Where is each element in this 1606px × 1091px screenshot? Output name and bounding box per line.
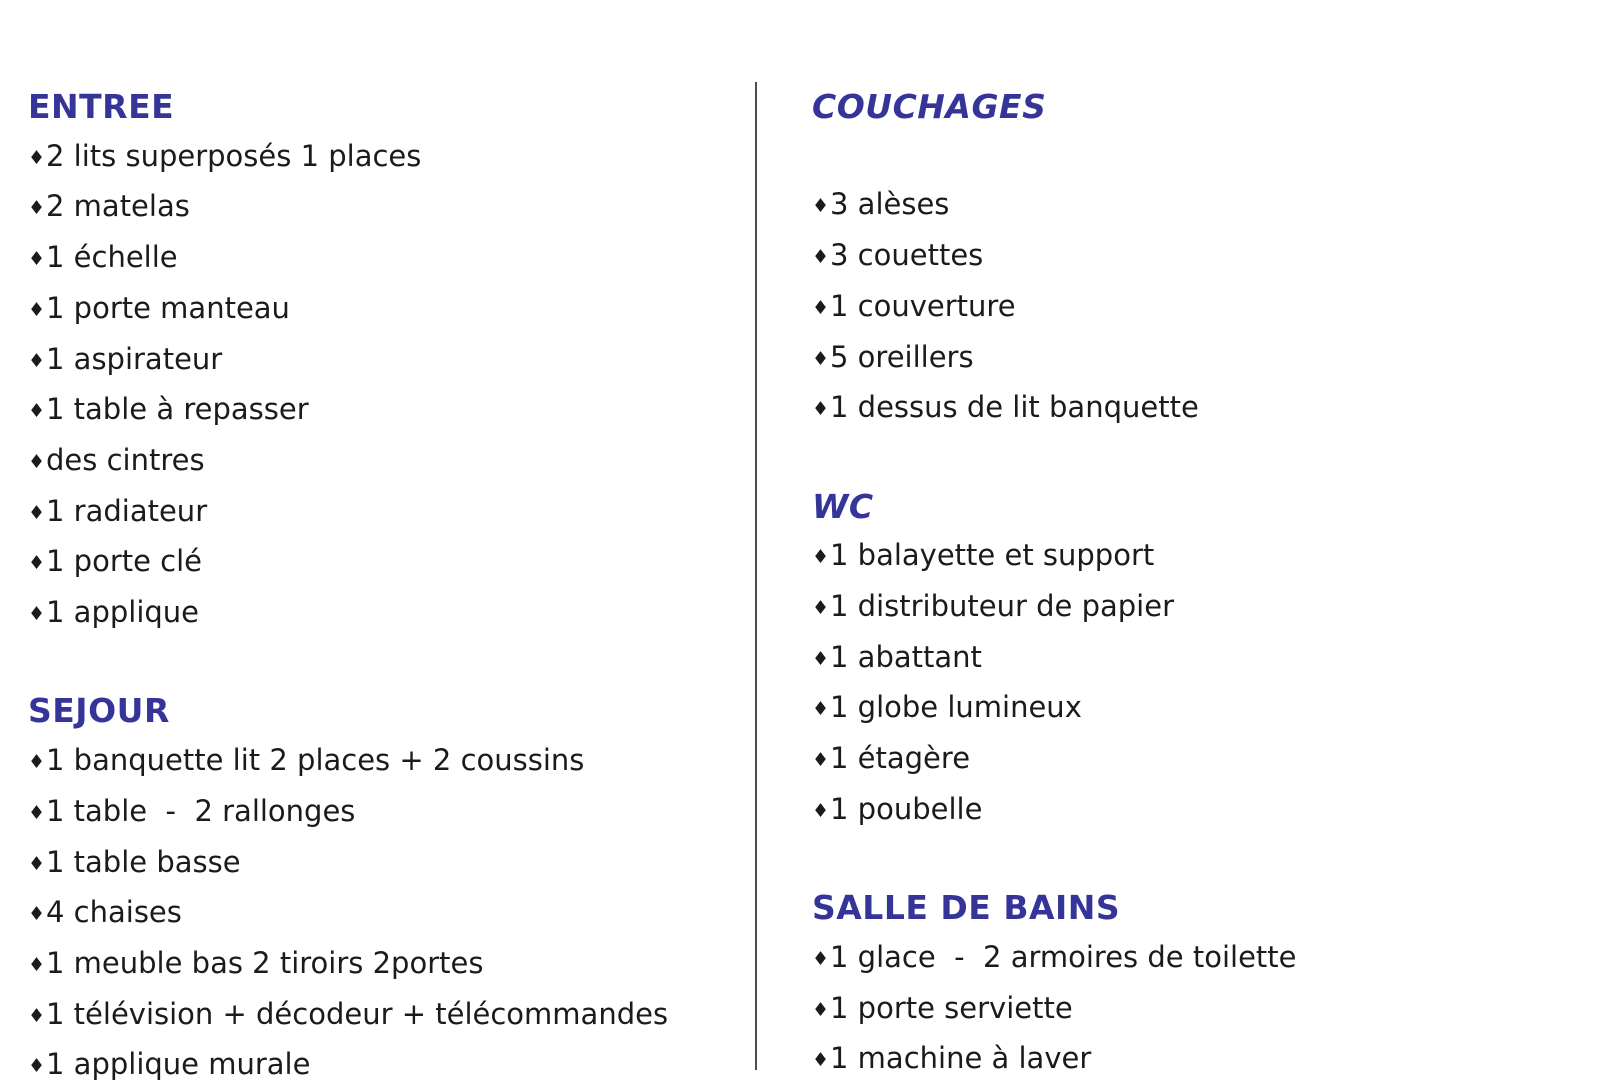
list-item xyxy=(28,838,738,889)
section-title-wc: WC xyxy=(812,486,874,526)
column-divider-rule xyxy=(755,82,757,1070)
item-label: 1 aspirateur xyxy=(46,341,223,376)
item-label: 1 télévision + décodeur + télécommandes xyxy=(46,996,669,1031)
diamond-bullet-icon: ♦ xyxy=(28,852,46,875)
list-item xyxy=(812,785,1582,836)
right-column xyxy=(812,83,1582,1085)
salle-de-bains-item-list xyxy=(812,933,1582,1085)
diamond-bullet-icon: ♦ xyxy=(812,347,830,370)
diamond-bullet-icon: ♦ xyxy=(812,546,830,569)
list-item xyxy=(28,736,738,787)
item-label: 1 abattant xyxy=(830,639,982,674)
diamond-bullet-icon: ♦ xyxy=(28,146,46,169)
list-item xyxy=(812,231,1582,282)
item-label: 1 distributeur de papier xyxy=(830,589,1174,623)
section-wc xyxy=(812,483,1582,836)
wc-item-list xyxy=(812,531,1582,835)
sejour-item-list xyxy=(28,736,738,1091)
list-item xyxy=(28,335,738,386)
list-item xyxy=(812,383,1582,434)
item-label: 1 table - 2 rallonges xyxy=(46,793,356,828)
list-item xyxy=(28,284,738,335)
list-item xyxy=(28,487,738,538)
item-label: 1 applique murale xyxy=(46,1047,311,1082)
list-item xyxy=(812,984,1582,1035)
section-title-salle-de-bains: SALLE DE BAINS xyxy=(812,888,1121,928)
list-item xyxy=(812,734,1582,785)
list-item xyxy=(28,588,738,639)
item-label: 1 étagère xyxy=(830,741,971,776)
left-column xyxy=(28,83,738,1091)
diamond-bullet-icon: ♦ xyxy=(28,248,46,271)
list-item xyxy=(28,436,738,487)
item-label: 1 porte manteau xyxy=(46,290,290,325)
diamond-bullet-icon: ♦ xyxy=(812,398,830,421)
diamond-bullet-icon: ♦ xyxy=(812,947,830,970)
item-label: 5 oreillers xyxy=(830,339,974,374)
section-couchages xyxy=(812,83,1582,434)
diamond-bullet-icon: ♦ xyxy=(812,749,830,772)
diamond-bullet-icon: ♦ xyxy=(28,552,46,575)
diamond-bullet-icon: ♦ xyxy=(812,296,830,319)
item-label: 2 lits superposés 1 places xyxy=(46,138,422,173)
item-label: 1 balayette et support xyxy=(830,538,1155,573)
item-label: 1 globe lumineux xyxy=(830,690,1082,725)
item-label: 1 dessus de lit banquette xyxy=(830,390,1199,425)
diamond-bullet-icon: ♦ xyxy=(812,647,830,670)
section-title-sejour: SEJOUR xyxy=(28,691,170,731)
item-label: 1 porte clé xyxy=(46,544,203,579)
list-item xyxy=(28,385,738,436)
list-item xyxy=(28,888,738,939)
diamond-bullet-icon: ♦ xyxy=(28,1055,46,1078)
diamond-bullet-icon: ♦ xyxy=(812,597,830,619)
diamond-bullet-icon: ♦ xyxy=(812,698,830,721)
diamond-bullet-icon: ♦ xyxy=(28,751,46,774)
list-item xyxy=(28,233,738,284)
item-label: 1 table à repasser xyxy=(46,392,309,427)
item-label: 1 banquette lit 2 places + 2 coussins xyxy=(46,743,585,778)
section-sejour xyxy=(28,687,738,1091)
diamond-bullet-icon: ♦ xyxy=(28,953,46,976)
item-label: des cintres xyxy=(46,442,205,477)
list-item xyxy=(812,1034,1582,1085)
item-label: 1 applique xyxy=(46,595,200,630)
item-label: 4 chaises xyxy=(46,895,182,930)
item-label: 1 porte serviette xyxy=(830,990,1073,1025)
diamond-bullet-icon: ♦ xyxy=(28,603,46,626)
item-label: 2 matelas xyxy=(46,189,190,224)
diamond-bullet-icon: ♦ xyxy=(28,1004,46,1027)
list-item xyxy=(812,282,1582,333)
section-entree xyxy=(28,83,738,639)
diamond-bullet-icon: ♦ xyxy=(28,298,46,321)
diamond-bullet-icon: ♦ xyxy=(28,450,46,473)
list-item xyxy=(812,333,1582,384)
section-title-couchages: COUCHAGES xyxy=(812,87,1047,126)
item-label: 1 meuble bas 2 tiroirs 2portes xyxy=(46,945,484,980)
section-title-entree: ENTREE xyxy=(28,87,175,126)
section-salle-de-bains xyxy=(812,884,1582,1085)
diamond-bullet-icon: ♦ xyxy=(28,501,46,524)
list-item xyxy=(28,939,738,990)
item-label: 3 couettes xyxy=(830,238,984,273)
list-item xyxy=(812,933,1582,984)
diamond-bullet-icon: ♦ xyxy=(28,903,46,926)
diamond-bullet-icon: ♦ xyxy=(812,1049,830,1072)
diamond-bullet-icon: ♦ xyxy=(28,197,46,220)
item-label: 1 poubelle xyxy=(830,791,983,826)
entree-item-list xyxy=(28,132,738,639)
item-label: 1 radiateur xyxy=(46,493,208,528)
item-label: 1 table basse xyxy=(46,844,241,879)
list-item xyxy=(28,182,738,233)
diamond-bullet-icon: ♦ xyxy=(812,195,830,218)
diamond-bullet-icon: ♦ xyxy=(28,349,46,372)
diamond-bullet-icon: ♦ xyxy=(28,801,46,824)
item-label: 1 machine à laver xyxy=(830,1041,1092,1076)
list-item xyxy=(812,582,1582,633)
list-item xyxy=(28,132,738,183)
list-item xyxy=(812,683,1582,734)
list-item xyxy=(812,633,1582,684)
list-item xyxy=(812,180,1582,231)
item-label: 1 glace - 2 armoires de toilette xyxy=(830,939,1297,974)
item-label: 3 alèses xyxy=(830,187,950,222)
item-label: 1 couverture xyxy=(830,288,1016,323)
list-item xyxy=(28,1040,738,1091)
list-item xyxy=(28,537,738,588)
diamond-bullet-icon: ♦ xyxy=(812,998,830,1021)
diamond-bullet-icon: ♦ xyxy=(812,246,830,269)
diamond-bullet-icon: ♦ xyxy=(28,400,46,423)
list-item xyxy=(812,531,1582,582)
diamond-bullet-icon: ♦ xyxy=(812,799,830,822)
list-item xyxy=(28,990,738,1041)
item-label: 1 échelle xyxy=(46,240,178,275)
couchages-item-list xyxy=(812,180,1582,434)
list-item xyxy=(28,787,738,838)
